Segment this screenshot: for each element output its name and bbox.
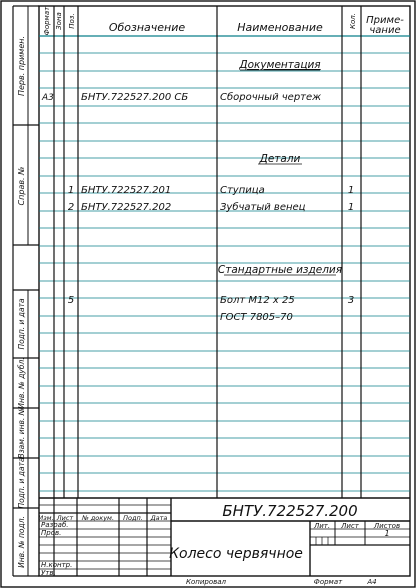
std-qty: 3 bbox=[347, 295, 355, 306]
header-designation: Обозначение bbox=[108, 21, 186, 34]
header-pos: Поз. bbox=[68, 13, 76, 29]
side-label-orig-inv: Инв. № подл. bbox=[17, 516, 26, 568]
tb-checked: Пров. bbox=[41, 529, 62, 537]
tb-sheets-label: Листов bbox=[373, 522, 401, 530]
tb-developed: Разраб. bbox=[41, 521, 69, 529]
tb-sheet: Лист bbox=[56, 514, 74, 522]
tb-sheet-label: Лист bbox=[341, 522, 359, 530]
side-label-sign-date-2: Подп. и дата bbox=[17, 457, 26, 509]
section-documentation: Документация bbox=[239, 59, 321, 71]
tb-lit: Лит. bbox=[313, 522, 331, 530]
part1-pos: 1 bbox=[67, 185, 75, 196]
std-name-1: Болт М12 х 25 bbox=[220, 295, 295, 306]
tb-date: Дата bbox=[150, 514, 168, 522]
side-label-replace-inv: Взам. инв. № bbox=[17, 407, 26, 459]
std-name-2: ГОСТ 7805–70 bbox=[220, 312, 293, 323]
header-zone: Зона bbox=[55, 12, 63, 30]
part1-qty: 1 bbox=[347, 185, 355, 196]
doc-name: Сборочный чертеж bbox=[220, 92, 322, 103]
tb-doc-no: № докум. bbox=[81, 514, 115, 522]
side-label-ref-no: Справ. № bbox=[17, 166, 26, 206]
tb-change: Изм. bbox=[38, 514, 54, 522]
table-row bbox=[68, 295, 354, 323]
side-label-dup-inv: Инв. № дубл. bbox=[17, 357, 26, 409]
side-strip bbox=[13, 6, 39, 576]
table-row bbox=[41, 91, 321, 103]
tb-sheets-count: 1 bbox=[384, 529, 390, 538]
part1-name: Ступица bbox=[220, 185, 265, 196]
part1-designation: БНТУ.722527.201 bbox=[81, 185, 172, 196]
header-format: Формат bbox=[43, 6, 51, 36]
section-standard: Стандартные изделия bbox=[217, 264, 343, 276]
part2-name: Зубчатый венец bbox=[220, 202, 306, 213]
title-doc-code: БНТУ.722527.200 bbox=[222, 502, 358, 520]
doc-designation: БНТУ.722527.200 СБ bbox=[81, 92, 189, 103]
footer-format-label: Формат bbox=[313, 578, 343, 586]
part2-pos: 2 bbox=[67, 202, 75, 213]
side-label-first-use: Перв. примен. bbox=[17, 35, 26, 97]
table-grid bbox=[39, 6, 410, 498]
footer-format-value: А4 bbox=[367, 578, 377, 586]
side-label-sign-date-1: Подп. и дата bbox=[17, 298, 26, 350]
outer-border bbox=[1, 1, 415, 587]
title-product-name: Колесо червячное bbox=[169, 546, 303, 562]
header-qty: Кол. bbox=[349, 13, 357, 29]
table-row bbox=[68, 185, 354, 196]
table-header bbox=[43, 6, 404, 36]
header-note-line1: Приме- bbox=[366, 15, 404, 26]
doc-format: А3 bbox=[42, 93, 54, 103]
part2-qty: 1 bbox=[347, 202, 355, 213]
header-note-line2: чание bbox=[369, 25, 401, 36]
std-pos: 5 bbox=[67, 295, 75, 306]
section-parts: Детали bbox=[259, 153, 301, 165]
footer-copied: Копировал bbox=[186, 578, 226, 586]
tb-approved: Утв. bbox=[41, 569, 56, 577]
header-name: Наименование bbox=[237, 21, 323, 34]
tb-norm-control: Н.контр. bbox=[41, 561, 73, 569]
title-block bbox=[38, 498, 410, 577]
part2-designation: БНТУ.722527.202 bbox=[81, 202, 172, 213]
tb-signature: Подп. bbox=[123, 514, 143, 522]
